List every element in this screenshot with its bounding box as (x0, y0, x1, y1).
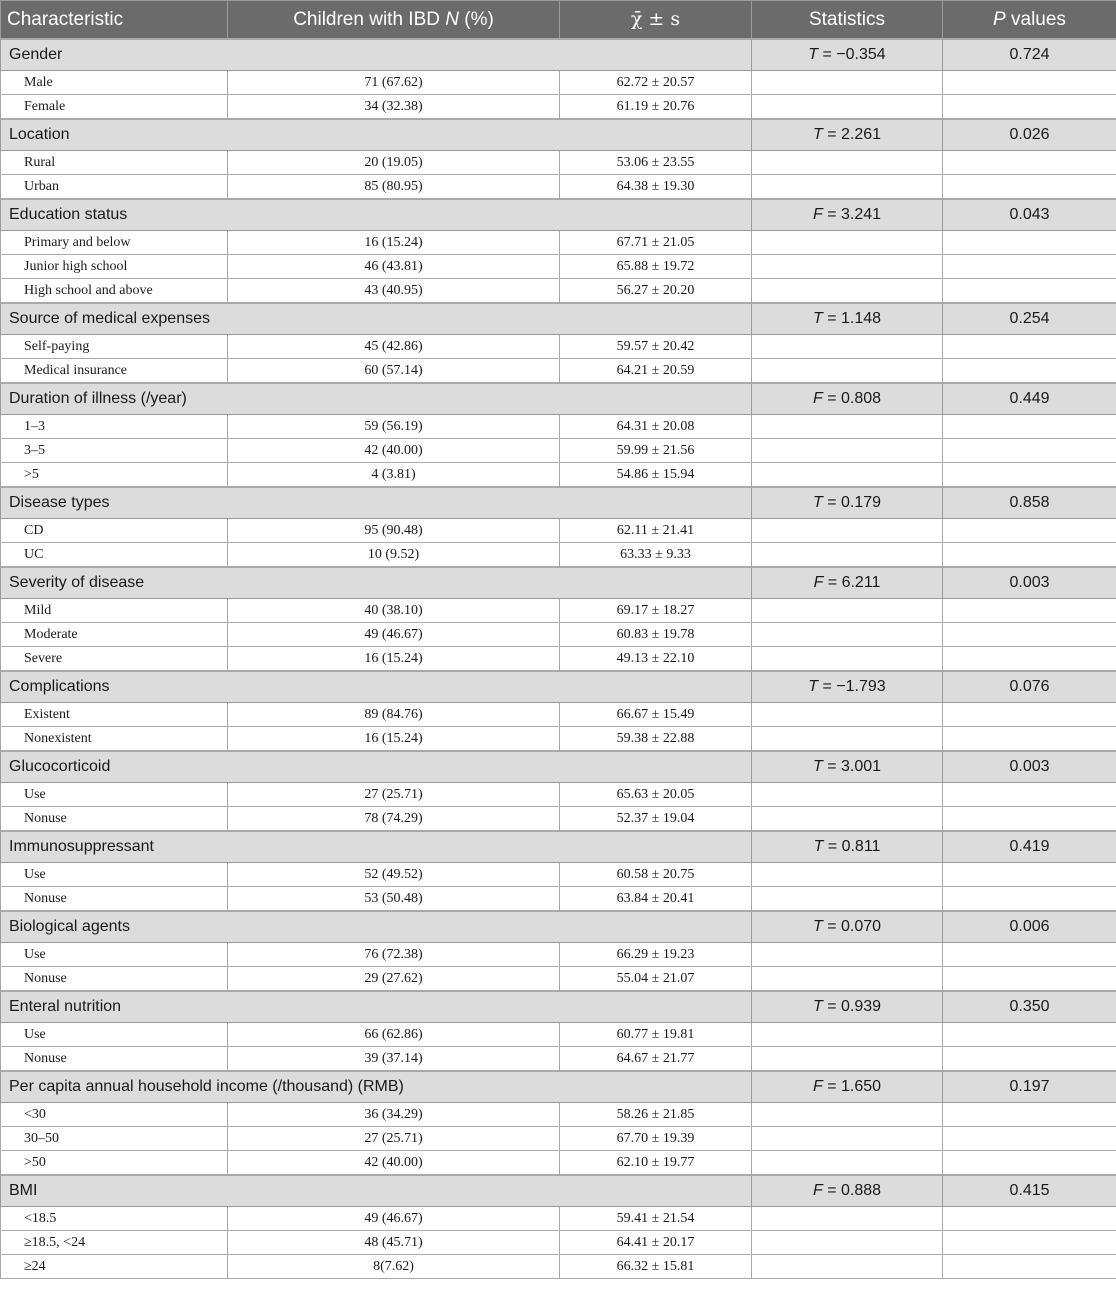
group-statistic (752, 671, 943, 703)
header-p-values (943, 1, 1116, 40)
group-name: Enteral nutrition (1, 991, 752, 1023)
item-statistic-empty (752, 623, 943, 647)
item-statistic-empty (752, 543, 943, 568)
group-row (1, 991, 1116, 1023)
item-p-value-empty (943, 1151, 1116, 1176)
item-p-value-empty (943, 463, 1116, 488)
group-statistic (752, 567, 943, 599)
group-p-value: 0.858 (943, 487, 1116, 519)
table-row (1, 703, 1116, 727)
table-row (1, 151, 1116, 175)
item-count-percent: 27 (25.71) (228, 1127, 560, 1151)
table-row (1, 95, 1116, 120)
group-p-value: 0.043 (943, 199, 1116, 231)
item-name: Use (1, 783, 228, 807)
item-p-value-empty (943, 279, 1116, 304)
item-mean-sd: 67.71 ± 21.05 (560, 231, 752, 255)
item-statistic-empty (752, 1231, 943, 1255)
table-row (1, 1047, 1116, 1072)
item-mean-sd: 61.19 ± 20.76 (560, 95, 752, 120)
table-row (1, 463, 1116, 488)
statistic-letter: T (808, 678, 819, 695)
item-count-percent: 89 (84.76) (228, 703, 560, 727)
item-count-percent: 16 (15.24) (228, 647, 560, 672)
group-p-value: 0.003 (943, 567, 1116, 599)
item-name: ≥24 (1, 1255, 228, 1279)
item-count-percent: 78 (74.29) (228, 807, 560, 832)
item-name: Use (1, 863, 228, 887)
item-statistic-empty (752, 1151, 943, 1176)
item-count-percent: 53 (50.48) (228, 887, 560, 912)
item-statistic-empty (752, 95, 943, 120)
item-statistic-empty (752, 519, 943, 543)
item-mean-sd: 60.77 ± 19.81 (560, 1023, 752, 1047)
item-mean-sd: 59.99 ± 21.56 (560, 439, 752, 463)
item-name: >5 (1, 463, 228, 488)
item-name: Severe (1, 647, 228, 672)
item-count-percent: 40 (38.10) (228, 599, 560, 623)
header-row (1, 1, 1116, 40)
table-row (1, 647, 1116, 672)
item-count-percent: 20 (19.05) (228, 151, 560, 175)
header-children-with-ibd (228, 1, 560, 40)
item-name: <18.5 (1, 1207, 228, 1231)
item-mean-sd: 54.86 ± 15.94 (560, 463, 752, 488)
table-row (1, 1151, 1116, 1176)
item-name: Use (1, 943, 228, 967)
group-row (1, 383, 1116, 415)
item-p-value-empty (943, 807, 1116, 832)
item-p-value-empty (943, 943, 1116, 967)
group-statistic (752, 1071, 943, 1103)
group-name: Duration of illness (/year) (1, 383, 752, 415)
item-name: Self-paying (1, 335, 228, 359)
item-count-percent: 60 (57.14) (228, 359, 560, 384)
statistic-value: = 2.261 (822, 126, 882, 143)
item-statistic-empty (752, 279, 943, 304)
statistic-value: = 6.211 (823, 574, 881, 591)
group-row (1, 567, 1116, 599)
item-mean-sd: 64.41 ± 20.17 (560, 1231, 752, 1255)
item-name: CD (1, 519, 228, 543)
item-name: Urban (1, 175, 228, 200)
group-statistic (752, 383, 943, 415)
table-row (1, 415, 1116, 439)
item-mean-sd: 55.04 ± 21.07 (560, 967, 752, 992)
item-mean-sd: 58.26 ± 21.85 (560, 1103, 752, 1127)
group-p-value: 0.415 (943, 1175, 1116, 1207)
item-count-percent: 66 (62.86) (228, 1023, 560, 1047)
item-mean-sd: 59.38 ± 22.88 (560, 727, 752, 752)
item-p-value-empty (943, 887, 1116, 912)
item-count-percent: 76 (72.38) (228, 943, 560, 967)
table-row (1, 1103, 1116, 1127)
group-statistic (752, 1175, 943, 1207)
header-mean-sd-label: χ̄ ± s (630, 8, 681, 30)
item-count-percent: 27 (25.71) (228, 783, 560, 807)
statistic-value: = 1.650 (822, 1078, 882, 1095)
item-mean-sd: 62.11 ± 21.41 (560, 519, 752, 543)
item-name: Mild (1, 599, 228, 623)
statistic-value: = 3.001 (822, 758, 882, 775)
statistic-letter: T (812, 126, 823, 143)
item-name: Female (1, 95, 228, 120)
item-statistic-empty (752, 647, 943, 672)
item-statistic-empty (752, 1207, 943, 1231)
item-mean-sd: 60.83 ± 19.78 (560, 623, 752, 647)
statistic-letter: F (812, 206, 823, 223)
group-p-value: 0.449 (943, 383, 1116, 415)
item-mean-sd: 62.72 ± 20.57 (560, 71, 752, 95)
item-mean-sd: 53.06 ± 23.55 (560, 151, 752, 175)
group-p-value: 0.724 (943, 39, 1116, 71)
statistic-value: = 0.179 (822, 494, 882, 511)
item-p-value-empty (943, 647, 1116, 672)
item-statistic-empty (752, 887, 943, 912)
item-name: Nonuse (1, 967, 228, 992)
statistic-value: = −0.354 (818, 46, 886, 63)
group-row (1, 199, 1116, 231)
table-row (1, 863, 1116, 887)
table-row (1, 943, 1116, 967)
group-row (1, 671, 1116, 703)
item-name: Male (1, 71, 228, 95)
table-header (1, 1, 1116, 40)
table-row (1, 1231, 1116, 1255)
item-name: Use (1, 1023, 228, 1047)
item-name: Nonuse (1, 807, 228, 832)
item-count-percent: 10 (9.52) (228, 543, 560, 568)
group-row (1, 1071, 1116, 1103)
item-statistic-empty (752, 783, 943, 807)
item-mean-sd: 52.37 ± 19.04 (560, 807, 752, 832)
item-statistic-empty (752, 863, 943, 887)
statistic-letter: T (812, 494, 823, 511)
item-mean-sd: 60.58 ± 20.75 (560, 863, 752, 887)
item-name: Moderate (1, 623, 228, 647)
statistic-value: = 3.241 (822, 206, 882, 223)
table-row (1, 175, 1116, 200)
item-count-percent: 4 (3.81) (228, 463, 560, 488)
group-row (1, 911, 1116, 943)
item-mean-sd: 59.57 ± 20.42 (560, 335, 752, 359)
group-row (1, 831, 1116, 863)
header-p-rest: values (1005, 8, 1066, 30)
header-children-suffix: (%) (458, 8, 494, 30)
table-row (1, 887, 1116, 912)
item-statistic-empty (752, 1047, 943, 1072)
item-p-value-empty (943, 1255, 1116, 1279)
item-count-percent: 49 (46.67) (228, 1207, 560, 1231)
item-p-value-empty (943, 1127, 1116, 1151)
group-name: BMI (1, 1175, 752, 1207)
table-row (1, 599, 1116, 623)
statistic-letter: F (812, 1182, 823, 1199)
header-children-n: N (445, 8, 459, 30)
item-statistic-empty (752, 943, 943, 967)
header-characteristic: Characteristic (1, 1, 228, 40)
table-row (1, 231, 1116, 255)
item-count-percent: 16 (15.24) (228, 727, 560, 752)
item-statistic-empty (752, 463, 943, 488)
group-row (1, 303, 1116, 335)
item-count-percent: 45 (42.86) (228, 335, 560, 359)
statistic-letter: T (812, 758, 823, 775)
statistic-letter: T (812, 310, 823, 327)
item-name: Junior high school (1, 255, 228, 279)
item-mean-sd: 49.13 ± 22.10 (560, 647, 752, 672)
item-count-percent: 48 (45.71) (228, 1231, 560, 1255)
item-p-value-empty (943, 439, 1116, 463)
item-p-value-empty (943, 1231, 1116, 1255)
group-statistic (752, 199, 943, 231)
item-p-value-empty (943, 967, 1116, 992)
group-name: Source of medical expenses (1, 303, 752, 335)
item-statistic-empty (752, 1127, 943, 1151)
item-mean-sd: 65.88 ± 19.72 (560, 255, 752, 279)
item-p-value-empty (943, 231, 1116, 255)
item-count-percent: 36 (34.29) (228, 1103, 560, 1127)
statistic-letter: T (812, 998, 823, 1015)
item-p-value-empty (943, 1103, 1116, 1127)
table-row (1, 1207, 1116, 1231)
group-name: Biological agents (1, 911, 752, 943)
item-p-value-empty (943, 543, 1116, 568)
item-count-percent: 52 (49.52) (228, 863, 560, 887)
item-mean-sd: 66.32 ± 15.81 (560, 1255, 752, 1279)
item-statistic-empty (752, 1023, 943, 1047)
item-statistic-empty (752, 727, 943, 752)
item-mean-sd: 62.10 ± 19.77 (560, 1151, 752, 1176)
statistic-letter: F (812, 1078, 823, 1095)
table-row (1, 967, 1116, 992)
item-name: Primary and below (1, 231, 228, 255)
group-row (1, 39, 1116, 71)
item-p-value-empty (943, 727, 1116, 752)
statistic-letter: T (813, 838, 824, 855)
group-p-value: 0.419 (943, 831, 1116, 863)
item-count-percent: 8(7.62) (228, 1255, 560, 1279)
group-statistic (752, 487, 943, 519)
item-mean-sd: 63.84 ± 20.41 (560, 887, 752, 912)
group-p-value: 0.350 (943, 991, 1116, 1023)
table-row (1, 783, 1116, 807)
table-row (1, 727, 1116, 752)
item-p-value-empty (943, 255, 1116, 279)
item-p-value-empty (943, 599, 1116, 623)
item-mean-sd: 63.33 ± 9.33 (560, 543, 752, 568)
item-count-percent: 29 (27.62) (228, 967, 560, 992)
item-mean-sd: 64.67 ± 21.77 (560, 1047, 752, 1072)
item-statistic-empty (752, 151, 943, 175)
statistic-letter: T (812, 918, 823, 935)
item-count-percent: 59 (56.19) (228, 415, 560, 439)
group-name: Per capita annual household income (/thousand) (RMB) (1, 1071, 752, 1103)
item-count-percent: 16 (15.24) (228, 231, 560, 255)
item-mean-sd: 64.38 ± 19.30 (560, 175, 752, 200)
table-row (1, 623, 1116, 647)
group-name: Immunosuppressant (1, 831, 752, 863)
group-name: Location (1, 119, 752, 151)
group-name: Education status (1, 199, 752, 231)
item-name: Medical insurance (1, 359, 228, 384)
item-p-value-empty (943, 1023, 1116, 1047)
header-children-prefix: Children with IBD (293, 8, 446, 30)
item-name: Rural (1, 151, 228, 175)
group-p-value: 0.003 (943, 751, 1116, 783)
group-p-value: 0.197 (943, 1071, 1116, 1103)
item-statistic-empty (752, 71, 943, 95)
item-p-value-empty (943, 783, 1116, 807)
table-row (1, 439, 1116, 463)
item-p-value-empty (943, 1047, 1116, 1072)
item-statistic-empty (752, 1255, 943, 1279)
item-name: ≥18.5, <24 (1, 1231, 228, 1255)
group-statistic (752, 303, 943, 335)
item-name: UC (1, 543, 228, 568)
item-statistic-empty (752, 1103, 943, 1127)
item-p-value-empty (943, 151, 1116, 175)
item-mean-sd: 69.17 ± 18.27 (560, 599, 752, 623)
item-p-value-empty (943, 335, 1116, 359)
group-name: Complications (1, 671, 752, 703)
item-name: Nonuse (1, 1047, 228, 1072)
item-name: High school and above (1, 279, 228, 304)
item-p-value-empty (943, 703, 1116, 727)
group-statistic (752, 991, 943, 1023)
item-count-percent: 85 (80.95) (228, 175, 560, 200)
item-name: 3–5 (1, 439, 228, 463)
statistic-value: = 0.939 (822, 998, 882, 1015)
statistic-letter: F (813, 574, 824, 591)
item-name: 30–50 (1, 1127, 228, 1151)
item-count-percent: 39 (37.14) (228, 1047, 560, 1072)
table-row (1, 359, 1116, 384)
item-p-value-empty (943, 71, 1116, 95)
item-name: <30 (1, 1103, 228, 1127)
group-statistic (752, 751, 943, 783)
item-mean-sd: 65.63 ± 20.05 (560, 783, 752, 807)
item-p-value-empty (943, 415, 1116, 439)
header-mean-sd (560, 1, 752, 40)
table-row (1, 519, 1116, 543)
item-statistic-empty (752, 175, 943, 200)
table-row (1, 335, 1116, 359)
group-name: Glucocorticoid (1, 751, 752, 783)
group-name: Severity of disease (1, 567, 752, 599)
item-statistic-empty (752, 703, 943, 727)
item-statistic-empty (752, 231, 943, 255)
item-count-percent: 43 (40.95) (228, 279, 560, 304)
table-body (1, 39, 1116, 1279)
statistic-value: = −1.793 (818, 678, 886, 695)
table-row (1, 1023, 1116, 1047)
item-name: Nonuse (1, 887, 228, 912)
item-statistic-empty (752, 439, 943, 463)
item-p-value-empty (943, 623, 1116, 647)
item-mean-sd: 59.41 ± 21.54 (560, 1207, 752, 1231)
table-row (1, 71, 1116, 95)
item-name: Nonexistent (1, 727, 228, 752)
item-p-value-empty (943, 1207, 1116, 1231)
group-row (1, 1175, 1116, 1207)
item-count-percent: 46 (43.81) (228, 255, 560, 279)
item-statistic-empty (752, 967, 943, 992)
header-p-italic: P (993, 8, 1006, 30)
item-statistic-empty (752, 335, 943, 359)
group-row (1, 487, 1116, 519)
item-statistic-empty (752, 359, 943, 384)
item-mean-sd: 64.31 ± 20.08 (560, 415, 752, 439)
group-statistic (752, 39, 943, 71)
table-row (1, 807, 1116, 832)
group-p-value: 0.076 (943, 671, 1116, 703)
statistic-value: = 0.808 (822, 390, 882, 407)
item-mean-sd: 67.70 ± 19.39 (560, 1127, 752, 1151)
item-p-value-empty (943, 519, 1116, 543)
item-statistic-empty (752, 599, 943, 623)
item-name: >50 (1, 1151, 228, 1176)
statistic-letter: T (808, 46, 819, 63)
item-count-percent: 42 (40.00) (228, 439, 560, 463)
item-statistic-empty (752, 807, 943, 832)
item-name: Existent (1, 703, 228, 727)
statistic-letter: F (812, 390, 823, 407)
group-p-value: 0.254 (943, 303, 1116, 335)
item-p-value-empty (943, 863, 1116, 887)
item-count-percent: 71 (67.62) (228, 71, 560, 95)
item-mean-sd: 64.21 ± 20.59 (560, 359, 752, 384)
item-count-percent: 95 (90.48) (228, 519, 560, 543)
item-statistic-empty (752, 255, 943, 279)
group-row (1, 751, 1116, 783)
group-p-value: 0.006 (943, 911, 1116, 943)
group-name: Gender (1, 39, 752, 71)
group-statistic (752, 911, 943, 943)
group-row (1, 119, 1116, 151)
item-count-percent: 42 (40.00) (228, 1151, 560, 1176)
item-p-value-empty (943, 359, 1116, 384)
item-mean-sd: 66.67 ± 15.49 (560, 703, 752, 727)
item-p-value-empty (943, 95, 1116, 120)
group-p-value: 0.026 (943, 119, 1116, 151)
item-mean-sd: 66.29 ± 19.23 (560, 943, 752, 967)
item-name: 1–3 (1, 415, 228, 439)
group-statistic (752, 831, 943, 863)
item-p-value-empty (943, 175, 1116, 200)
table-row (1, 543, 1116, 568)
table-row (1, 1127, 1116, 1151)
statistic-value: = 1.148 (822, 310, 882, 327)
item-count-percent: 49 (46.67) (228, 623, 560, 647)
table-row (1, 279, 1116, 304)
header-statistics: Statistics (752, 1, 943, 40)
item-statistic-empty (752, 415, 943, 439)
statistic-value: = 0.811 (823, 838, 881, 855)
table-row (1, 255, 1116, 279)
group-name: Disease types (1, 487, 752, 519)
table-row (1, 1255, 1116, 1279)
group-statistic (752, 119, 943, 151)
item-count-percent: 34 (32.38) (228, 95, 560, 120)
statistic-value: = 0.888 (822, 1182, 882, 1199)
item-mean-sd: 56.27 ± 20.20 (560, 279, 752, 304)
statistic-value: = 0.070 (822, 918, 882, 935)
